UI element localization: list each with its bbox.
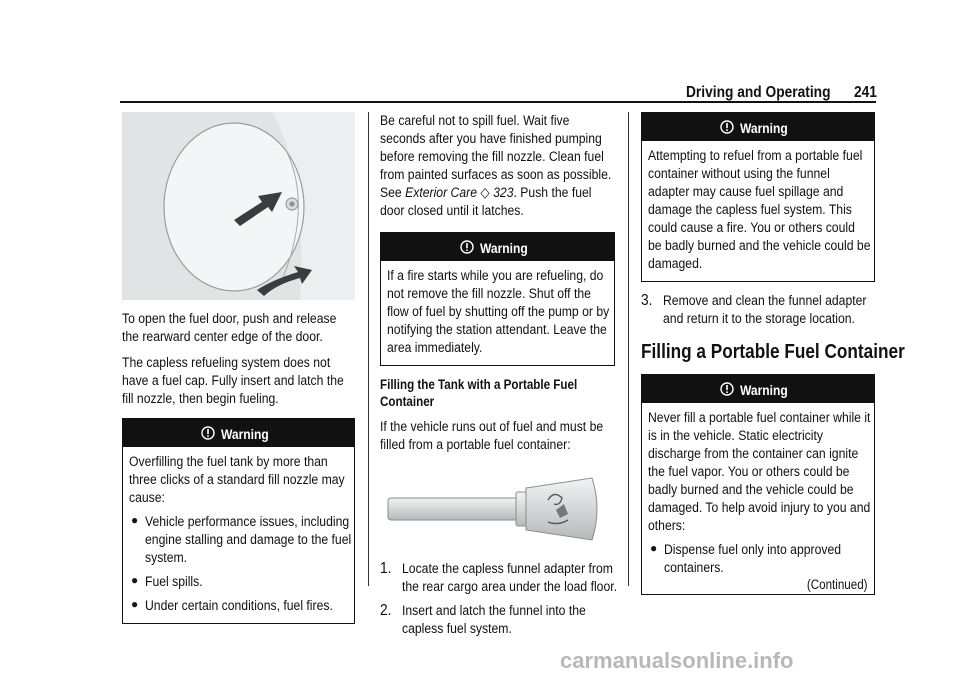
section-title: Driving and Operating: [686, 84, 831, 101]
bullet-item: ● Dispense fuel only into approved containers.: [650, 541, 842, 576]
funnel-warning-box: [641, 112, 875, 282]
bullet-item: ● Under certain conditions, fuel fires.: [131, 597, 333, 614]
page-ref[interactable]: 323: [493, 185, 514, 201]
funnel-adapter-drawing: [380, 460, 615, 560]
portable-container-intro: If the vehicle runs out of fuel and must be filled from a portable fuel container:: [380, 419, 604, 453]
page-ref-icon: ◇: [476, 185, 494, 201]
warning-text: Overfilling the fuel tank by more than three clicks of a standard fill nozzle may cause:: [129, 454, 345, 506]
fire-warning-box: [380, 232, 615, 366]
column-1: [122, 112, 355, 624]
warning-text: If a fire starts while you are refueling, do not remove the fill nozzle. Shut off the flow of fuel by shutting off the pump or by notifying the station attendant. Leave the area immediately.: [387, 268, 610, 356]
fuel-door-instructions: To open the fuel door, push and release the rearward center edge of the door.: [122, 311, 337, 345]
exterior-care-link[interactable]: Exterior Care: [405, 185, 477, 201]
header-rule: [120, 101, 876, 103]
fuel-door-illustration: [122, 112, 355, 300]
portable-container-warning-box: [641, 374, 875, 595]
capless-system-paragraph: The capless refueling system does not have a fuel cap. Fully insert and latch the fill nozzle, then begin fueling.: [122, 355, 344, 407]
step-item: 1. Locate the capless funnel adapter from the rear cargo area under the load floor.: [380, 560, 618, 595]
warning-header: [381, 233, 614, 261]
bullet-item: ● Vehicle performance issues, including engine stalling and damage to the fuel system.: [131, 513, 352, 566]
column-divider: [628, 112, 629, 586]
step-item: 2. Insert and latch the funnel into the capless fuel system.: [380, 602, 586, 637]
column-divider: [368, 112, 369, 586]
page-number: 241: [854, 84, 877, 101]
step-item: 3. Remove and clean the funnel adapter and return it to the storage location.: [641, 292, 867, 327]
warning-icon: [460, 234, 474, 264]
warning-header: [642, 113, 874, 141]
warning-title: Warning: [220, 426, 269, 442]
subheading: Filling the Tank with a Portable Fuel Container: [380, 377, 578, 409]
page-header: [0, 0, 960, 110]
warning-title: Warning: [479, 240, 528, 256]
warning-title: Warning: [740, 382, 788, 398]
watermark: carmanualsonline.info: [560, 648, 794, 673]
warning-text: Never fill a portable fuel container while it is in the vehicle. Static electricity discharge from the container can ignite the fuel vapor. You or others could be badly burned and the vehicle could be damaged. To help avoid injury to you and others:: [648, 410, 871, 534]
warning-header: [123, 419, 354, 447]
continued-label: (Continued): [807, 577, 868, 592]
warning-icon: [720, 376, 734, 406]
warning-icon: [720, 114, 734, 144]
column-2: [380, 112, 618, 638]
warning-title: Warning: [740, 120, 788, 136]
warning-header: [642, 375, 874, 403]
bullet-icon: ●: [131, 597, 139, 611]
section-heading: Filling a Portable Fuel Container: [641, 341, 905, 363]
fuel-door-drawing: [122, 112, 355, 300]
overfill-warning-box: [122, 418, 355, 624]
bullet-item: ● Fuel spills.: [131, 573, 203, 590]
column-3: [641, 112, 905, 595]
warning-text: Attempting to refuel from a portable fuel container without using the funnel adapter may cause fuel spillage and damage the capless fuel system. This could cause a fire. You or others could be badly burned and the vehicle could be damaged.: [648, 148, 871, 272]
bullet-icon: ●: [131, 573, 139, 587]
spill-caution-paragraph: Be careful not to spill fuel. Wait five seconds after you have finished pumping before removing the fill nozzle. Clean fuel from painted surfaces as soon as possible. See Exterior Care ◇ 323. Push the fuel door closed until it latches.: [380, 113, 612, 219]
warning-icon: [201, 420, 215, 450]
bullet-icon: ●: [131, 513, 139, 527]
bullet-icon: ●: [650, 541, 658, 555]
funnel-adapter-illustration: [380, 460, 615, 560]
